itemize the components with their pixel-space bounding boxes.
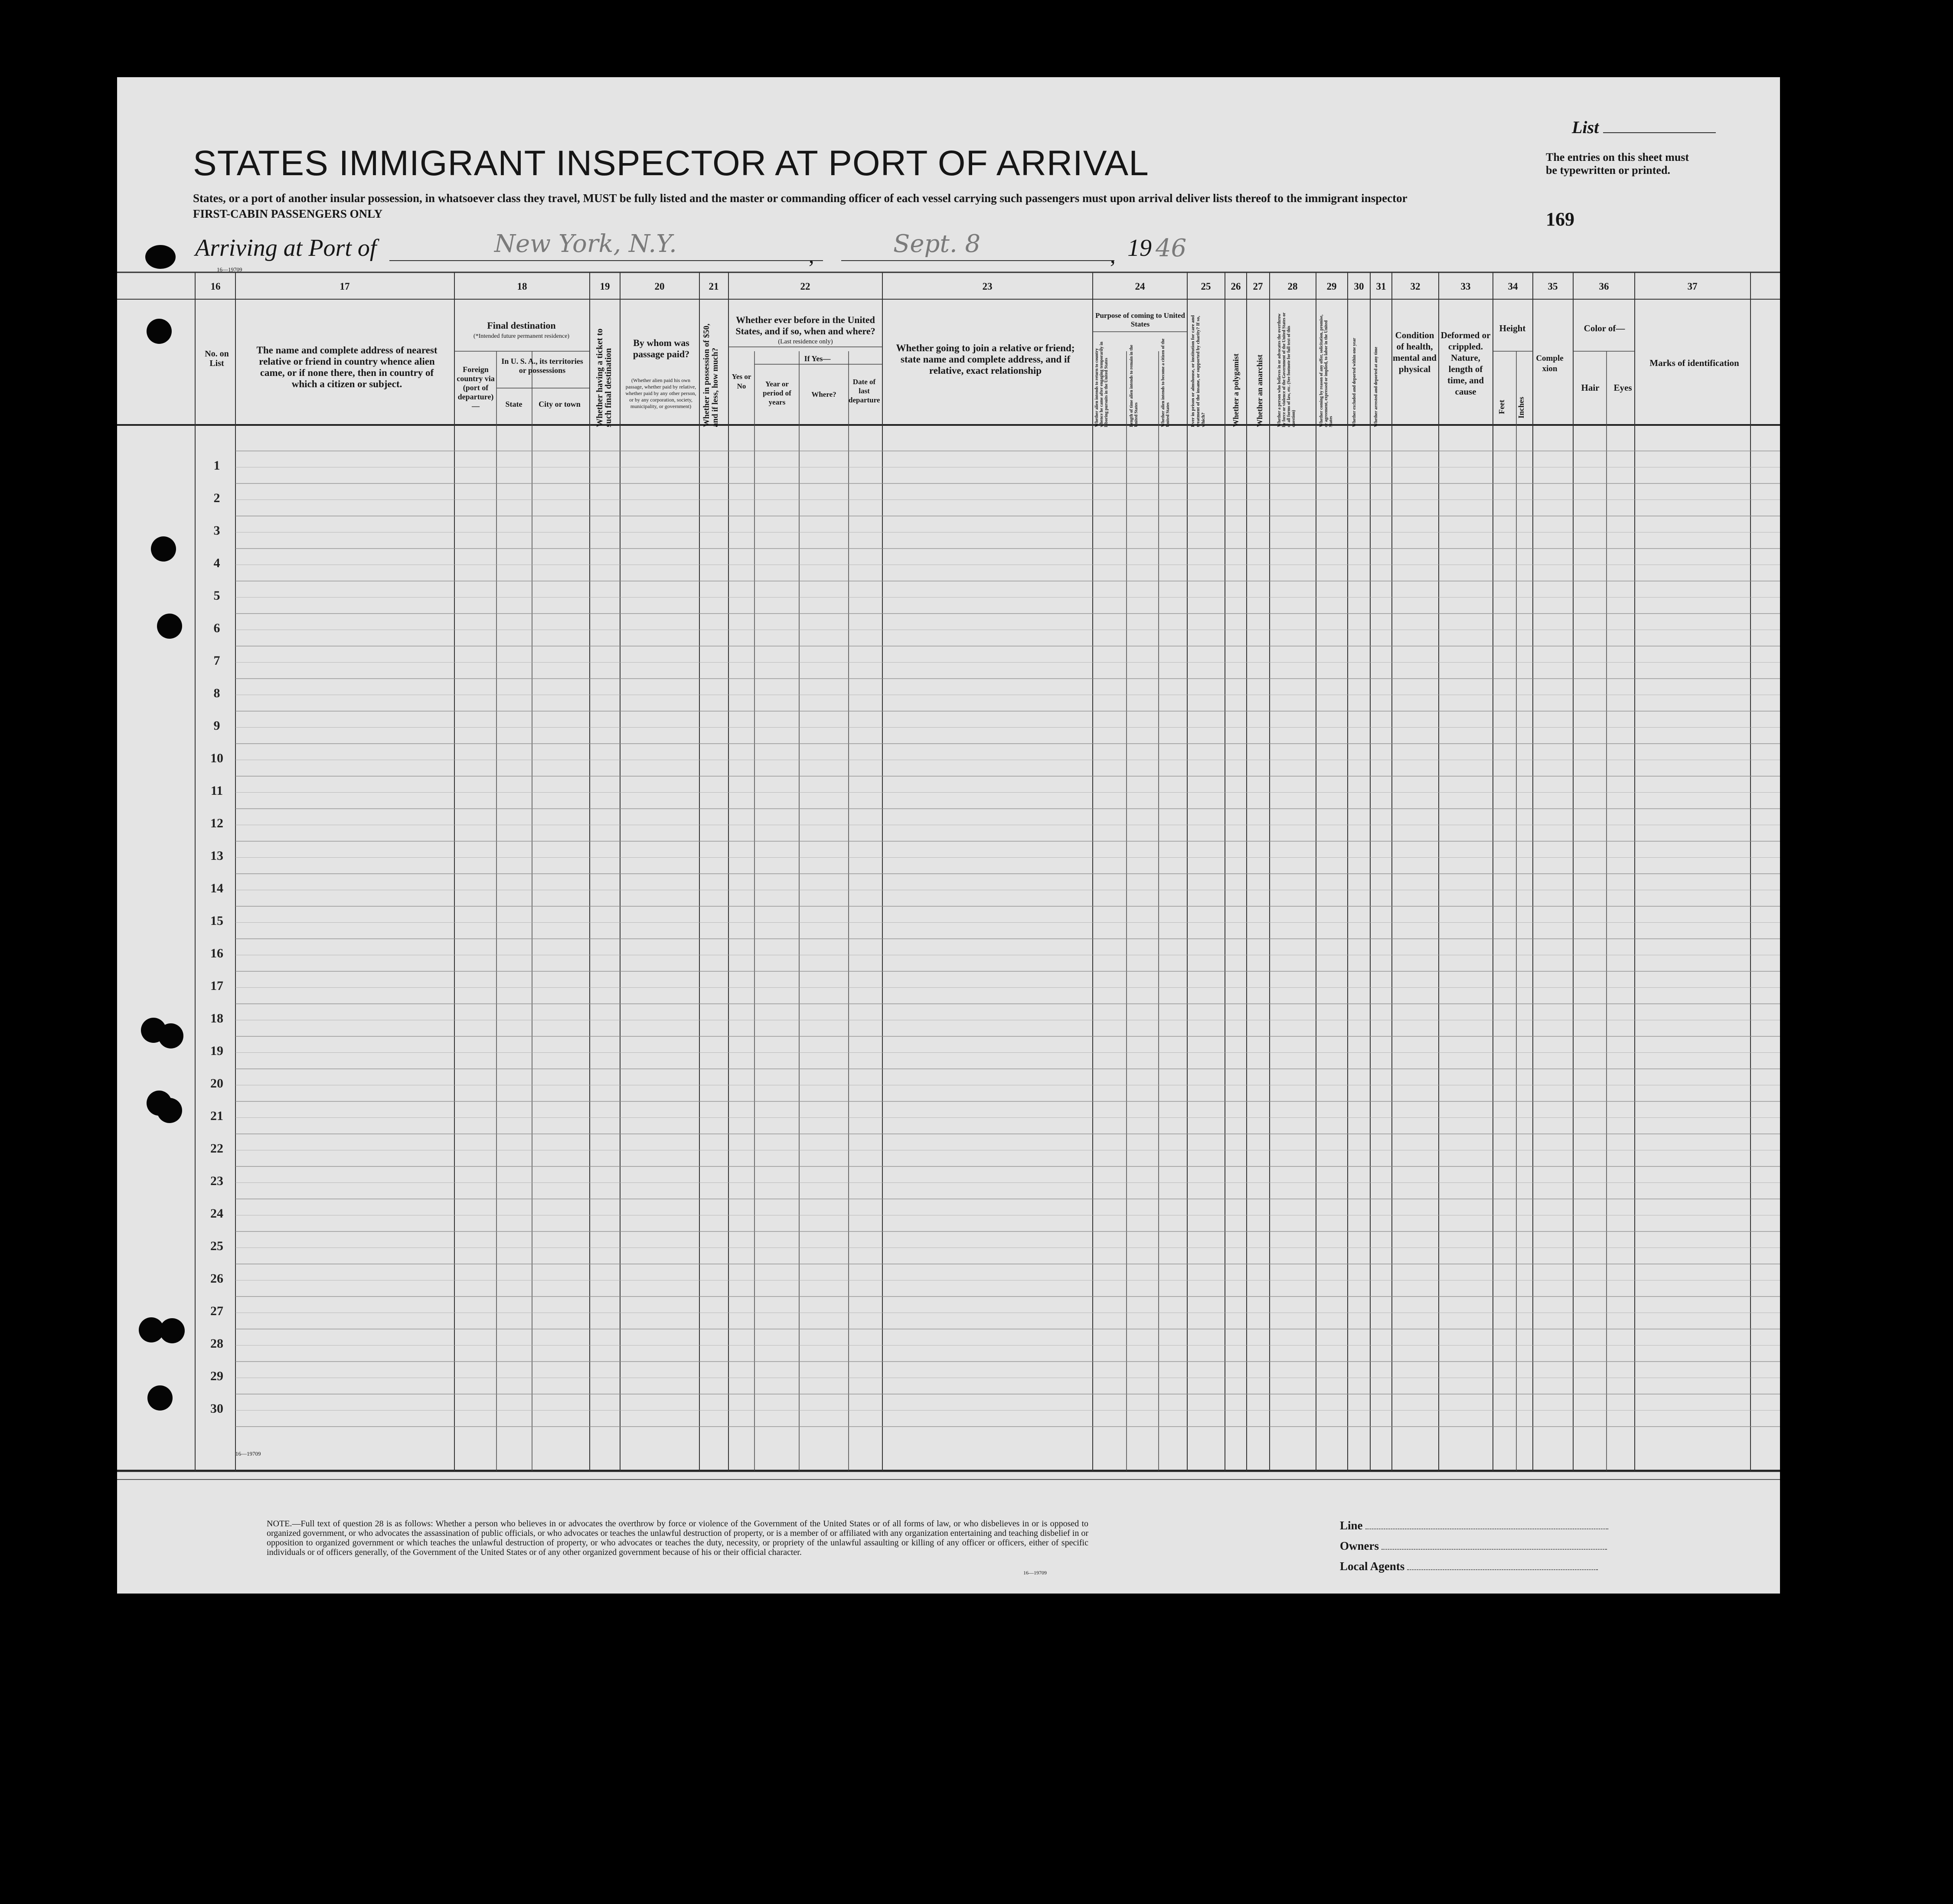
row-number-8: 8 — [213, 686, 220, 700]
row-number-20: 20 — [210, 1076, 223, 1091]
column-number-21: 21 — [709, 281, 719, 292]
form-code: 16—19709 — [217, 266, 242, 273]
col18-note: (*Intended future permanent residence) — [473, 333, 570, 340]
col22-ifyes: If Yes— — [804, 354, 831, 363]
arriving-label: Arriving at Port of — [195, 235, 377, 261]
column-number-27: 27 — [1253, 281, 1263, 292]
local-agents-label: Local Agents — [1340, 1560, 1598, 1573]
col34-title: Height — [1499, 323, 1526, 333]
row-number-10: 10 — [210, 751, 223, 765]
row-number-9: 9 — [213, 718, 220, 733]
col20-note: (Whether alien paid his own passage, whether paid by relative, whether paid by any other person, or by any corporation, society, municipality, or government) — [625, 377, 696, 409]
row-number-15: 15 — [210, 914, 223, 928]
column-number-34: 34 — [1508, 281, 1518, 292]
column-number-23: 23 — [982, 281, 993, 292]
row-number-24: 24 — [210, 1206, 223, 1221]
form-code-note: 16—19709 — [1023, 1570, 1047, 1576]
col18-state: State — [505, 400, 523, 408]
col19-header: Whether having a ticket to such final destination — [595, 328, 613, 427]
column-number-25: 25 — [1201, 281, 1211, 292]
footnote: NOTE.—Full text of question 28 is as follows: Whether a person who believes in or advocates the overthrow by force or violence of the Government of the United States or of all forms of law, or who disbelieves in or is opposed to organized government, or who advocates the assassination of public officials, or who advocates or teaches the unlawful destruction of property, or is a member of or affiliated with any organization entertaining and teaching disbelief in or opposition to organized government or which teaches the unlawful destruction of property, or who advocates or teaches the duty, necessity, or propriety of the unlawful assaulting or killing of any officer or officers, either of specific individuals or of officers generally, of the Government of the United States or of any other organized government because of his or their official character. — [267, 1519, 1088, 1557]
row-number-19: 19 — [210, 1044, 223, 1058]
column-number-33: 33 — [1460, 281, 1471, 292]
col22-yesno: Yes or No — [732, 372, 751, 390]
col24-title: Purpose of coming to United States — [1095, 311, 1185, 328]
column-number-35: 35 — [1548, 281, 1558, 292]
col26-header: Whether a polygamist — [1231, 353, 1240, 427]
column-number-18: 18 — [517, 281, 527, 292]
col28-header: Whether a person who believes in or advocates the overthrow by force or violence of the Government of the United States or of all forms of law, etc. (See footnote for full text of this question) — [1277, 312, 1296, 427]
column-number-16: 16 — [210, 281, 221, 292]
owners-label: Owners — [1340, 1539, 1607, 1553]
row-number-17: 17 — [210, 979, 223, 993]
col16-header: No. on List — [205, 349, 229, 368]
line-label: Line — [1340, 1519, 1608, 1532]
page-number: 169 — [1546, 209, 1574, 230]
col18-title: Final destination — [487, 320, 556, 331]
col31-header: Whether arrested and deported at any time — [1374, 346, 1378, 427]
port-handwritten: New York, N.Y. — [494, 230, 677, 258]
comma: , — [1110, 243, 1116, 268]
col22-date: Date of last departure — [849, 378, 880, 404]
row-number-5: 5 — [213, 588, 220, 603]
column-number-30: 30 — [1354, 281, 1364, 292]
row-number-14: 14 — [210, 881, 223, 895]
class-line: FIRST-CABIN PASSENGERS ONLY — [193, 207, 383, 220]
col24c-header: Whether alien intends to become a citizen of the United States — [1161, 338, 1170, 427]
column-number-36: 36 — [1599, 281, 1609, 292]
col20-title: By whom was passage paid? — [633, 337, 690, 359]
row-number-4: 4 — [213, 556, 220, 570]
column-number-24: 24 — [1135, 281, 1145, 292]
row-number-18: 18 — [210, 1011, 223, 1025]
row-number-23: 23 — [210, 1174, 223, 1188]
column-number-26: 26 — [1231, 281, 1241, 292]
row-number-21: 21 — [210, 1109, 223, 1123]
column-number-37: 37 — [1687, 281, 1698, 292]
page-title: STATES IMMIGRANT INSPECTOR AT PORT OF ARRIVAL — [193, 144, 1149, 183]
row-number-1: 1 — [213, 458, 220, 473]
column-number-28: 28 — [1287, 281, 1298, 292]
col18-usa: In U. S. A., its territories or possessions — [501, 357, 583, 375]
entries-note: The entries on this sheet must be typewritten or printed. — [1546, 151, 1689, 176]
subtitle: States, or a port of another insular possession, in whatsoever class they travel, MUST be fully listed and the master or commanding officer of each vessel carrying such passengers must upon arrival deliver lists thereof to the immigrant inspector — [193, 192, 1408, 205]
row-number-7: 7 — [213, 653, 220, 668]
col24b-header: Length of time alien intends to remain in the United States — [1129, 345, 1139, 427]
col22-note: (Last residence only) — [778, 338, 833, 345]
col18-city: City or town — [539, 400, 581, 408]
col27-header: Whether an anarchist — [1255, 354, 1264, 427]
row-number-29: 29 — [210, 1369, 223, 1383]
col25-header: Ever in prison or almshouse, or institution for care and treatment of the insane, or supported by charity? If so, which? — [1190, 315, 1206, 427]
col37-header: Marks of identification — [1649, 358, 1739, 368]
col32-header: Condition of health, mental and physical — [1393, 330, 1437, 374]
row-number-25: 25 — [210, 1239, 223, 1253]
date-handwritten: Sept. 8 — [893, 230, 981, 258]
row-number-12: 12 — [210, 816, 223, 830]
row-number-30: 30 — [210, 1401, 223, 1416]
row-number-6: 6 — [213, 621, 220, 635]
column-number-29: 29 — [1326, 281, 1337, 292]
form-code-bottom: 16—19709 — [235, 1450, 261, 1457]
column-number-32: 32 — [1410, 281, 1421, 292]
col22-where: Where? — [811, 390, 836, 398]
row-number-28: 28 — [210, 1336, 223, 1351]
col22-year: Year or period of years — [763, 380, 791, 406]
col36-hair: Hair — [1581, 382, 1600, 393]
column-number-22: 22 — [800, 281, 810, 292]
row-number-3: 3 — [213, 523, 220, 538]
col34-inches: Inches — [1517, 396, 1525, 418]
col35-header: Complexion — [1536, 354, 1564, 373]
col33-header: Deformed or crippled. Nature, length of time, and cause — [1440, 330, 1491, 397]
col36-title: Color of— — [1584, 323, 1625, 333]
column-number-20: 20 — [654, 281, 665, 292]
column-number-17: 17 — [340, 281, 350, 292]
col23-header: Whether going to join a relative or friend; state name and complete address, and if relative, exact relationship — [896, 343, 1075, 376]
row-number-22: 22 — [210, 1141, 223, 1156]
col21-header: Whether in possession of $50, and if less, how much? — [702, 323, 720, 427]
row-number-16: 16 — [210, 946, 223, 960]
row-number-2: 2 — [213, 491, 220, 505]
column-number-19: 19 — [600, 281, 610, 292]
comma: , — [809, 243, 814, 268]
col30-header: Whether excluded and deported within one year — [1352, 338, 1357, 427]
col24a-header: Whether alien intends to return to country whence he came after engaging temporarily in laboring pursuits in the United States — [1094, 342, 1109, 427]
list-label: List — [1572, 117, 1716, 137]
col22-title: Whether ever before in the United States, and if so, when and where? — [735, 314, 875, 336]
row-number-11: 11 — [210, 784, 223, 798]
column-number-31: 31 — [1376, 281, 1386, 292]
col29-header: Whether coming by reason of any offer, solicitation, promise, or agreement, expressed or implied, to labor in the United States — [1319, 314, 1333, 427]
year-prefix: 19 — [1127, 235, 1152, 261]
year-handwritten: 46 — [1156, 234, 1187, 262]
row-number-26: 26 — [210, 1271, 223, 1286]
row-number-27: 27 — [210, 1304, 223, 1318]
col18-foreign: Foreign country via (port of departure)— — [457, 365, 495, 410]
col17-header: The name and complete address of nearest relative or friend in country whence alien came, or if none there, then in country of which a citizen or subject. — [256, 345, 438, 389]
col36-eyes: Eyes — [1613, 382, 1632, 393]
row-number-13: 13 — [210, 849, 223, 863]
col34-feet: Feet — [1497, 400, 1506, 414]
